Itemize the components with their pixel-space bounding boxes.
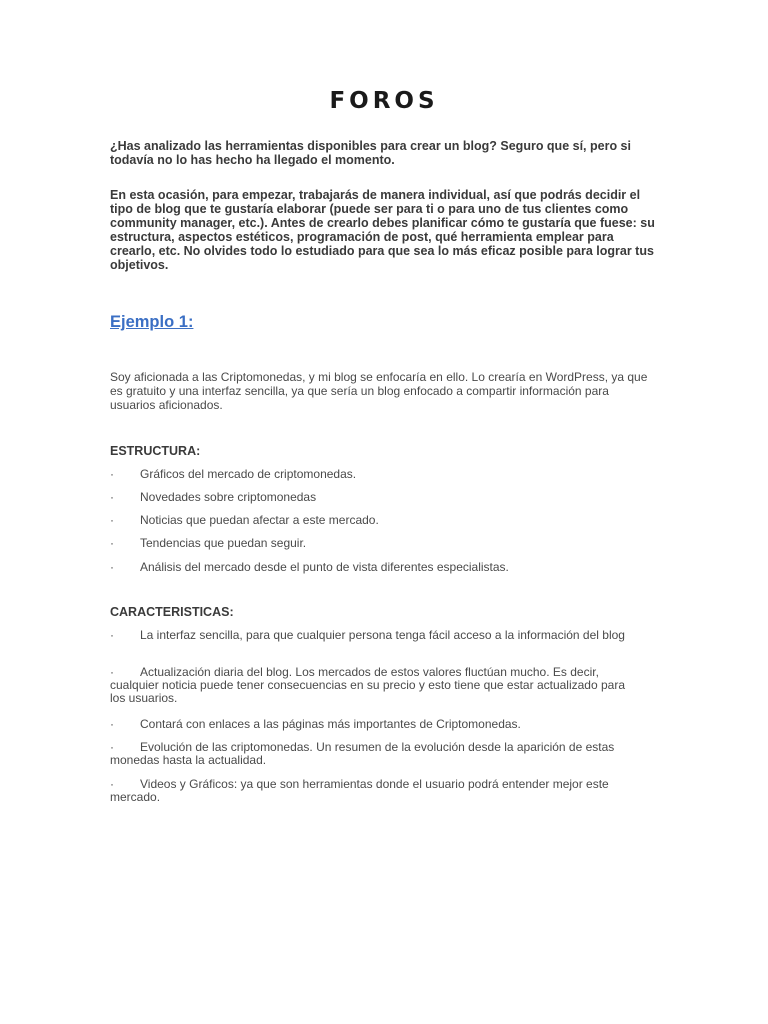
page-title: FOROS — [329, 88, 439, 114]
bullet-icon: · — [110, 536, 114, 550]
list-item-text: Actualización diaria del blog. Los mercados de estos valores fluctúan mucho. Es decir, cualquier noticia puede tener consecuencias en su precio y esto tiene que estar actualizado para los usuarios. — [110, 665, 625, 705]
bullet-icon: · — [110, 560, 114, 574]
list-item-text: Contará con enlaces a las páginas más importantes de Criptomonedas. — [140, 717, 521, 731]
bullet-icon: · — [110, 717, 114, 731]
list-item — [110, 718, 640, 731]
intro-paragraph-1: ¿Has analizado las herramientas disponibles para crear un blog? Seguro que sí, pero si todavía no lo has hecho ha llegado el momento. — [110, 139, 631, 167]
list-item — [110, 778, 640, 804]
list-item-text: Evolución de las criptomonedas. Un resumen de la evolución desde la aparición de estas monedas hasta la actualidad. — [110, 740, 615, 767]
bullet-icon: · — [110, 777, 114, 791]
bullet-icon: · — [110, 740, 114, 754]
list-item — [110, 741, 640, 767]
list-item-text: Novedades sobre criptomonedas — [140, 490, 317, 504]
caracteristicas-label: CARACTERISTICAS: — [110, 605, 234, 619]
list-item-text: Gráficos del mercado de criptomonedas. — [140, 467, 357, 481]
bullet-icon: · — [110, 467, 114, 481]
list-item — [110, 666, 640, 705]
estructura-label: ESTRUCTURA: — [110, 444, 201, 458]
list-item — [110, 629, 640, 642]
list-item — [110, 514, 640, 527]
list-item-text: La interfaz sencilla, para que cualquier persona tenga fácil acceso a la información del blog — [140, 628, 625, 642]
list-item-text: Noticias que puedan afectar a este mercado. — [140, 513, 379, 527]
list-item-text: Análisis del mercado desde el punto de vista diferentes especialistas. — [140, 560, 509, 574]
example-description: Soy aficionada a las Criptomonedas, y mi blog se enfocaría en ello. Lo crearía en WordPress, ya que es gratuito y una interfaz sencilla, ya que sería un blog enfocado a compartir información para usuarios aficionados. — [110, 370, 648, 412]
example-heading-link[interactable]: Ejemplo 1: — [110, 313, 194, 331]
list-item — [110, 468, 640, 481]
list-item — [110, 561, 640, 574]
bullet-icon: · — [110, 490, 114, 504]
bullet-icon: · — [110, 513, 114, 527]
list-item — [110, 491, 640, 504]
list-item-text: Videos y Gráficos: ya que son herramientas donde el usuario podrá entender mejor este mercado. — [110, 777, 609, 804]
bullet-icon: · — [110, 628, 114, 642]
list-item-text: Tendencias que puedan seguir. — [140, 536, 307, 550]
bullet-icon: · — [110, 665, 114, 679]
intro-paragraph-2: En esta ocasión, para empezar, trabajarás de manera individual, así que podrás decidir el tipo de blog que te gustaría elaborar (puede ser para ti o para uno de tus clientes como community manager, etc.). Antes de crearlo debes planificar cómo te gustaría que fuese: su estructura, aspectos estéticos, programación de post, qué herramienta emplear para crearlo, etc. No olvides todo lo estudiado para que sea lo más eficaz posible para lograr tus objetivos. — [110, 188, 655, 272]
list-item — [110, 537, 640, 550]
